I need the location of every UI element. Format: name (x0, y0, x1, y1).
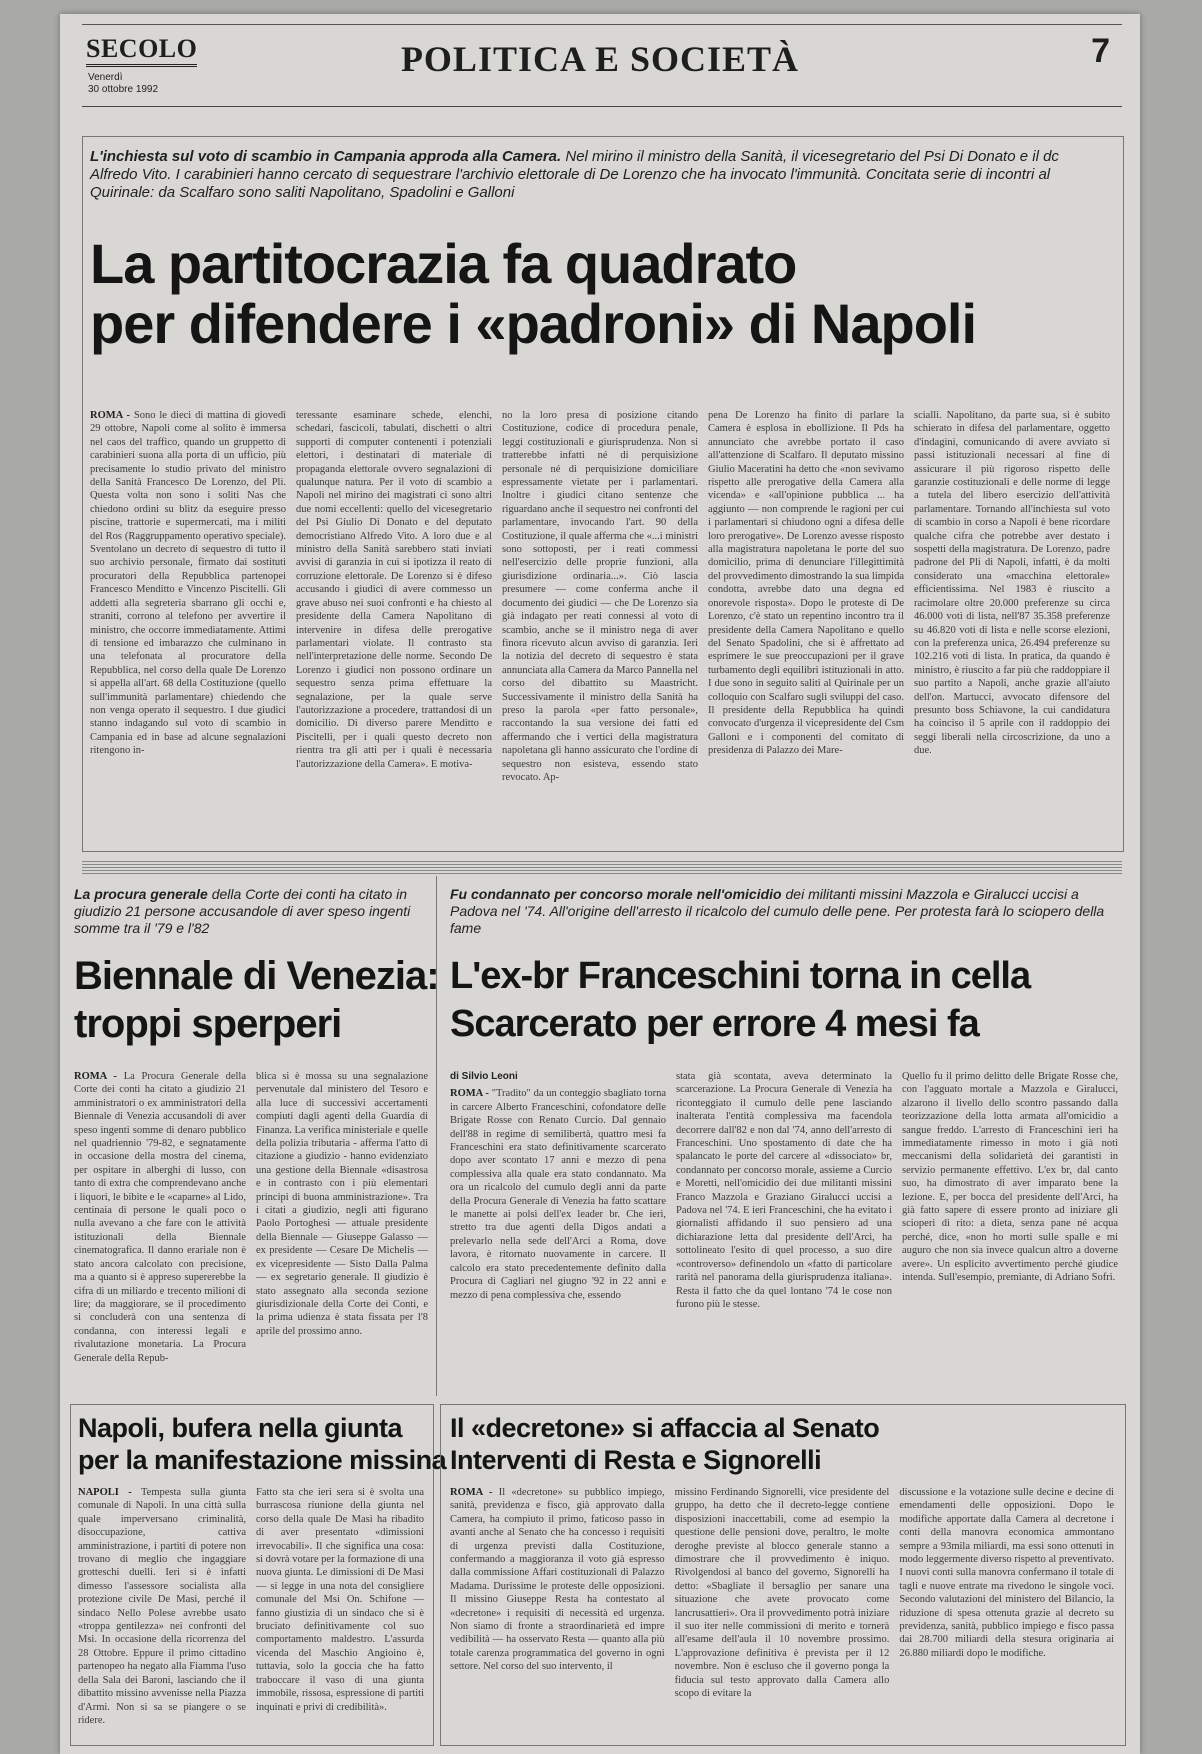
column-text: teressante esaminare schede, elenchi, schedari, fascicoli, tabulati, dischetti o altri supporti di computer contenenti i potenziali elettori, i destinatari di materiale di propaganda elettorale ovvero segnalazioni di qualunque natura. Per il voto di scambio a Napoli nel mirino dei magistrati ci sono altri due nomi eccellenti: quello del vicesegretario del Psi Giulio Di Donato e del deputato democristiano Alfredo Vito. A loro due e al ministro della Sanità sarebbero stati inviati avvisi di garanzia in cui si ipotizza il reato di corruzione elettorale. De Lorenzo si è difeso accusando i giudici di avere commesso un grave abuso nei suoi confronti e ha chiesto al presidente della Camera Napolitano di intervenire in difesa delle prerogative parlamentari violate. Il contrasto sta nell'interpretazione delle norme. Secondo De Lorenzo i giudici non possono ordinare un sequestro senza prima effettuare la segnalazione, per la quale serve l'autorizzazione a procedere, trattandosi di un domicilio. Di diverso parere Menditto e Piscitelli, per i quali questo decreto non rientra tra gli atti per i quali è necessaria l'autorizzazione della Camera». E motiva- (296, 410, 492, 770)
biennale-column-1 (74, 1070, 246, 1390)
masthead-day: Venerdì (88, 72, 123, 83)
dateline-roma: ROMA - (74, 1071, 117, 1082)
decretone-column-3 (899, 1486, 1114, 1736)
dateline-roma: ROMA - (450, 1088, 489, 1100)
decretone-column-1 (450, 1486, 665, 1736)
column-text: no la loro presa di posizione citando Costituzione, codice di procedura penale, leggi costituzionali e giurisprudenza. Non si tratterebbe infatti né di perquisizione personale né di perquisizione domiciliare espressamente vietate per i parlamentari. Inoltre i giudici citano sentenze che riguardano anche il sequestro nei confronti del parlamentare, invocando l'art. 90 della Costituzione, il quale afferma che «...i ministri sono sottoposti, per i reati commessi nell'esercizio delle proprie funzioni, alla giurisdizione ordinaria...». Ciò lascia presumere — come conferma anche il documento dei giudici — che De Lorenzo sia già indagato per reati connessi al voto di scambio, anche se il ministro nega di aver finora ricevuto alcun avviso di garanzia. Ieri la notizia del decreto di sequestro è stata annunciata alla Camera da Marco Pannella nel corso del dibattito su Maastricht. Successivamente il ministro della Sanità ha preso la parola «per fatto personale», raccontando la sua versione dei fatti ed affermando che i vertici della magistratura napoletana gli hanno assicurato che l'ordine di sequestro non esisteva, essendo stato revocato. Ap- (502, 410, 698, 783)
main-kicker (90, 148, 1100, 202)
column-text: missino Ferdinando Signorelli, vice presidente del gruppo, ha detto che il decreto-legge contiene disposizioni inaccettabili, come ad esempio la questione delle pensioni dove, peraltro, le molte deroghe previste al blocco generale stanno a dimostrare che il provvedimento è iniquo. Rivolgendosi al banco del governo, Signorelli ha detto: «Sbagliate il bersaglio per sanare una situazione che avete provocato come lancrusattieri». Ora il provvedimento potrà iniziare il suo iter nelle commissioni di merito e tornerà all'esame dell'aula il 10 novembre prossimo. L'approvazione definitiva è prevista per il 12 novembre. Non è escluso che il governo ponga la fiducia sul testo approvato dalla Camera allo scopo di evitare la (674, 1487, 890, 1700)
decretone-headline-line-1: Il «decretone» si affaccia al Senato (450, 1413, 880, 1443)
franceschini-column-3 (902, 1070, 1118, 1390)
main-headline (90, 234, 976, 354)
biennale-article-body (74, 1070, 428, 1390)
hatched-divider (82, 860, 1122, 874)
main-column-5 (914, 409, 1110, 844)
column-text: La Procura Generale della Corte dei conti ha citato a giudizio 21 amministratori o ex amministratori della Biennale di Venezia accusandoli di aver speso ingenti somme di denaro pubblico nel quadriennio '79-82, e segnatamente in occasione della mostra del cinema, per ospitare in alberghi di lusso, con tanto di extra che comprendevano anche i liquori, le bibite e le «caparne» al Lido, centinaia di persone le quali poco o nulla avevano a che fare con le attività istituzionali della Biennale cinematografica. Il danno erariale non è stato ancora calcolato con precisione, ma a quanto si è appreso supererebbe la cifra di un miliardo e trecento milioni di lire; da maggiorare, se il procedimento si concluderà con una sentenza di condanna, con interessi legali e rivalutazione monetaria. La Procura Generale della Repub- (74, 1071, 246, 1364)
biennale-headline-line-1: Biennale di Venezia: (74, 954, 439, 998)
main-kicker-bold: L'inchiesta sul voto di scambio in Campania approda alla Camera. (90, 148, 562, 165)
main-column-4 (708, 409, 904, 844)
column-text: pena De Lorenzo ha finito di parlare la Camera è esplosa in ebollizione. Il Pds ha annunciato che avrebbe portato il caso all'attenzione di Scalfaro. Il deputato missino Giulio Maceratini ha detto che «non sevivamo rispetto alle prerogative della Camera alla vicenda» e «all'opinione pubblica ... ha aggiunto — non comprende le ragioni per cui i parlamentari si chiudono ogni a difesa delle loro prerogative». De Lorenzo avesse risposto alla magistratura napoletana le porte del suo domicilio, prima di denunciare l'illegittimità del provvedimento dimostrando la sua limpida condotta, avrebbe dato una degna ed onorevole risposta». Dopo le proteste di De Lorenzo, c'è stato un repentino incontro tra il presidente della Camera Napolitano e quello del Senato Spadolini, che si è affrettato ad esprimere le sue preoccupazioni per il grave turbamento degli equilibri istituzionali in atto. I due sono in seguito saliti al Quirinale per un colloquio con Scalfaro sugli sviluppi del caso. Il presidente della Repubblica ha quindi convocato d'urgenza il vicepresidente del Csm Galloni e i componenti del comitato di presidenza di Palazzo dei Mare- (708, 410, 904, 757)
column-text: Fatto sta che ieri sera si è svolta una burrascosa riunione della giunta nel corso della quale De Masi ha ribadito di aver presentato «dimissioni irrevocabili». Il che significa una cosa: si dovrà votare per la formazione di una nuova giunta. Le dimissioni di De Masi — si legge in una nota del consigliere comunale del Msi On. Schifone — fanno giustizia di un sindaco che si è bruciato definitivamente col suo comportamento maldestro. L'assurda vicenda del Maschio Angioino è, tuttavia, solo la goccia che ha fatto traboccare il vaso di una giunta immobile, rissosa, espressione di partiti inquinati e privi di credibilità». (256, 1487, 424, 1713)
napoli-headline (78, 1412, 446, 1476)
page-number: 7 (1091, 32, 1110, 70)
biennale-column-2 (256, 1070, 428, 1390)
main-kicker-text: Nel mirino il ministro della Sanità, il vicesegretario del Psi Di Donato e il dc Alfredo Vito. I carabinieri hanno cercato di sequestrare l'archivio elettorale di De Lorenzo che ha invocato l'immunità. Concitata serie di incontri al Quirinale: da Scalfaro sono saliti Napolitano, Spadolini e Galloni (90, 148, 1059, 201)
franceschini-headline (450, 952, 1030, 1048)
decretone-column-2 (675, 1486, 890, 1736)
franceschini-headline-line-1: L'ex-br Franceschini torna in cella (450, 955, 1031, 997)
decretone-article-body (450, 1486, 1114, 1736)
napoli-headline-line-1: Napoli, bufera nella giunta (78, 1413, 403, 1443)
section-title: POLITICA E SOCIETÀ (400, 39, 800, 79)
masthead-brand: SECOLO (86, 34, 197, 67)
main-article-body (90, 409, 1110, 844)
biennale-headline-line-2: troppi sperperi (74, 1002, 342, 1046)
newspaper-page (60, 14, 1140, 1754)
decretone-headline (450, 1412, 879, 1476)
main-column-1 (90, 409, 286, 844)
dateline-roma: ROMA - (90, 410, 131, 421)
biennale-headline (74, 952, 439, 1048)
franceschini-kicker-text: dei militanti missini Mazzola e Giralucci uccisi a Padova nel '74. All'origine dell'arresto il ricalcolo del cumulo delle pene. Per protesta farà lo sciopero della fame (450, 886, 1105, 936)
franceschini-kicker-bold: Fu condannato per concorso morale nell'omicidio (450, 886, 782, 902)
napoli-article-body (78, 1486, 424, 1736)
column-text: scialli. Napolitano, da parte sua, si è subito schierato in difesa del parlamentare, oggetto d'indagini, comunicando di avere avviato sì passi istituzionali necessari al fine di assicurare il più rigoroso rispetto delle garanzie costituzionali e delle norme di legge a tutela del libero esercizio dell'attività parlamentare. Tornando all'inchiesta sul voto di scambio in corso a Napoli è bene ricordare qualche cifra che potrebbe aver destato i sospetti della magistratura. De Lorenzo, padre padrone del Pli di Napoli, infatti, è da molti considerato una «macchina elettorale» efficientissima. Nel 1983 è riuscito a racimolare oltre 20.000 preferenze su circa 46.000 voti di lista, nell'87 35.358 preferenze su 46.820 voti di lista e nelle scorse elezioni, con la preferenza unica, 26.494 preferenze su 102.216 voti di lista. In pratica, da quando è ministro, è riuscito a far più che raddoppiare il suo partito a Napoli, anche grazie all'aiuto dell'on. Martucci, avvocato difensore del presunto boss Schiavone, la cui candidatura ha coinciso il 5 aprile con il raddoppio dei seggi liberali nella circoscrizione, da uno a due. (914, 410, 1110, 757)
biennale-kicker (74, 886, 424, 937)
column-text: Sono le dieci di mattina di giovedì 29 ottobre, Napoli come al solito è immersa nel caos del traffico, quando un gruppetto di carabinieri suona alla porta di un ufficio, più precisamente lo studio privato del ministro della Sanità Francesco De Lorenzo, del Pli. Questa volta non sono i soliti Nas che chiedono ordini su blitz da eseguire presso piscine, trattorie e supermercati, ma i militi del Ros (Raggruppamento operativo speciale). Sventolano un decreto di sequestro di tutto il suo archivio personale, firmato dai sostituti procuratori della Repubblica partenopei Francesco Menditto e Vincenzo Piscitelli. Gli addetti alla segreteria sbarrano gli occhi e, straniti, corrono al telefono per avvertire il ministro, che occorre immediatamente. Attimi di tensione ed imbarazzo che culminano in una telefonata al procuratore della Repubblica, nel corso della quale De Lorenzo si appella all'art. 68 della Costituzione (quello sull'immunità parlamentare) chiedendo che non venga operato il sequestro. I due giudici stanno indagando sul voto di scambio in Campania ed in base ad alcune segnalazioni ritengono in- (90, 410, 286, 757)
main-column-2 (296, 409, 492, 844)
napoli-headline-line-2: per la manifestazione missina (78, 1445, 447, 1475)
byline: di Silvio Leoni (450, 1071, 518, 1082)
masthead-rule (82, 106, 1122, 107)
main-headline-line-2: per difendere i «padroni» di Napoli (90, 292, 977, 355)
column-text: stata già scontata, aveva determinato la scarcerazione. La Procura Generale di Venezia ha riconteggiato il cumulo delle pene lasciando inalterata l'entità complessiva ma facendola decorrere dall'82 e non dal '74, anno dell'arresto di Franceschini. Uno spostamento di date che ha spalancato le porte del carcere al «dissociato» br, condannato per concorso morale, assieme a Curcio e Moretti, nell'omicidio dei due militanti missini Franco Mazzola e Graziano Giralucci uccisi a Padova nel '74. E ieri Franceschini, che ha evitato i giornalisti affidando il suo pensiero ad una dichiarazione letta dal presidente dell'Arci, ha sottolineato l'esito di quel processo, a suo dire «controverso» definendolo un «fatto di particolare rarità nel panorama della giurisprudenza italiana». Resta il fatto che da quel lontano '74 le cose non furono più le stesse. (676, 1071, 892, 1310)
biennale-kicker-text: della Corte dei conti ha citato in giudizio 21 persone accusandole di aver speso ingenti somme tra il '79 e l'82 (74, 886, 411, 936)
dateline-roma: ROMA - (450, 1487, 493, 1498)
column-text: blica si è mossa su una segnalazione pervenutale dal ministero del Tesoro e alla luce di successivi accertamenti compiuti dagli agenti della Guardia di Finanza. La verifica ministeriale e quelle della polizia tributaria - afferma l'atto di citazione a giudizio - hanno evidenziato una gestione della Biennale «disastrosa e in contrasto con i più elementari principi di buona amministrazione». Tra i citati a giudizio, negli atti figurano Paolo Portoghesi — attuale presidente della Biennale — Giuseppe Galasso — ex presidente — Cesare De Michelis — ex vicepresidente — Sisto Dalla Palma — ex segretario generale. Il giudizio è stato assegnato alla seconda sezione giurisdizionale della Corte dei Conti, e la prima udienza è stata fissata per l'8 aprile del prossimo anno. (256, 1071, 428, 1337)
decretone-headline-line-2: Interventi di Resta e Signorelli (450, 1445, 822, 1475)
column-text: "Tradito" da un conteggio sbagliato torna in carcere Alberto Franceschini, cofondatore delle Brigate Rosse con Renato Curcio. Dal gennaio dell'88 in regime di semilibertà, quattro mesi fa Franceschini era stato definitivamente scarcerato dopo aver scontato 17 anni e mezzo di pena complessiva alla quale era stato condannato. Ma ora un ricalcolo del cumulo degli anni da parte della Procura Generale di Venezia ha fatto scattare le manette ai polsi dell'ex leader br. Che ieri, stretto tra due agenti della Digos andati a prelevarlo nella sede dell'Arci a Roma, dove lavora, è ritornato nuovamente in carcere. Il calcolo era stato precedentemente definito dalla Procura di Cagliari nel giugno '92 in 22 anni e mezzo di pena complessiva che, essendo (450, 1088, 666, 1301)
franceschini-column-1 (450, 1070, 666, 1390)
franceschini-article-body (450, 1070, 1118, 1390)
main-column-3 (502, 409, 698, 844)
column-text: discussione e la votazione sulle decine e decine di emendamenti delle opposizioni. Dopo le modifiche apportate dalla Camera al decretone i conti della manovra economica ammontano sempre a 93mila miliardi, ma essi sono ottenuti in modo leggermente diverso rispetto al preventivato. I nuovi conti sulla manovra confermano il totale di tagli e nuove entrate ma rivedono le singole voci. Secondo valutazioni del ministero del Bilancio, la riduzione di spesa ottenuta grazie al decreto su previdenza, sanità, pubblico impiego e fisco passa dai 28.700 miliardi della stesura originaria ai 26.880 miliardi dopo le modifiche. (899, 1487, 1115, 1659)
column-rule (436, 876, 437, 1396)
franceschini-kicker (450, 886, 1130, 937)
column-text: Il «decretone» su pubblico impiego, sanità, previdenza e fisco, già approvato dalla Camera, ha compiuto il primo, faticoso passo in avanti anche al Senato che ha concesso i requisiti di urgenza previsti dalla Costituzione, confermando a maggioranza il voto già espresso dalla commissione Affari costituzionali di Palazzo Madama. Durissime le proteste delle opposizioni. Il missino Giuseppe Resta ha contestato al «decretone» i requisiti di necessità ed urgenza. Non siamo di fronte a straordinarietà ed impre vedibilità — ha osservato Resta — quanto alla più totale carenza programmatica del governo in ogni settore. Nel corso del suo intervento, il (450, 1487, 665, 1673)
dateline-napoli: NAPOLI - (78, 1487, 132, 1498)
column-text: Quello fu il primo delitto delle Brigate Rosse che, con l'agguato mortale a Mazzola e Giralucci, alzarono il livello dello scontro passando dalla teorizzazione della lotta armata all'omicidio a sangue freddo. L'arresto di Franceschini ieri ha immediatamente rimesso in moto i già noti meccanismi della solidarietà dei garantisti in servizio permanente effettivo. L'ex br, dal canto suo, ha dimostrato di aver imparato bene la lezione. E, per bocca del presidente dell'Arci, ha già fatto sapere di essere pronto ad iniziare gli scioperi di rito: a dieta, senza pane né acqua perché, dice, «non ho morti sulle spalle e mi auguro che non sia invece qualcun altro a doverne avere». Un esplicito avvertimento perché giudice intenda. Sull'esempio, premiante, di Adriano Sofri. (902, 1071, 1118, 1284)
main-headline-line-1: La partitocrazia fa quadrato (90, 232, 797, 295)
napoli-column-1 (78, 1486, 246, 1736)
franceschini-headline-line-2: Scarcerato per errore 4 mesi fa (450, 1003, 979, 1045)
masthead-date: 30 ottobre 1992 (88, 84, 159, 95)
franceschini-column-2 (676, 1070, 892, 1390)
biennale-kicker-bold: La procura generale (74, 886, 208, 902)
top-rule (82, 24, 1122, 25)
column-text: Tempesta sulla giunta comunale di Napoli. In una città sulla quale imperversano criminalità, disoccupazione, cattiva amministrazione, i partiti di potere non trovano di meglio che ingaggiare grotteschi duelli. Ieri si è infatti dimesso l'assessore socialista alla protezione civile De Masi, perché il sindaco Nello Polese avrebbe usato «troppa gentilezza» nei confronti del Msi. In occasione della ricorrenza del 28 Ottobre. Eppure il primo cittadino partenopeo ha negato alla Fiamma l'uso della Sala dei Baroni, lasciando che il dibattito missino avvenisse nella Piazza d'Armi. Non si sa se piangere o se ridere. (78, 1487, 246, 1726)
napoli-column-2 (256, 1486, 424, 1736)
